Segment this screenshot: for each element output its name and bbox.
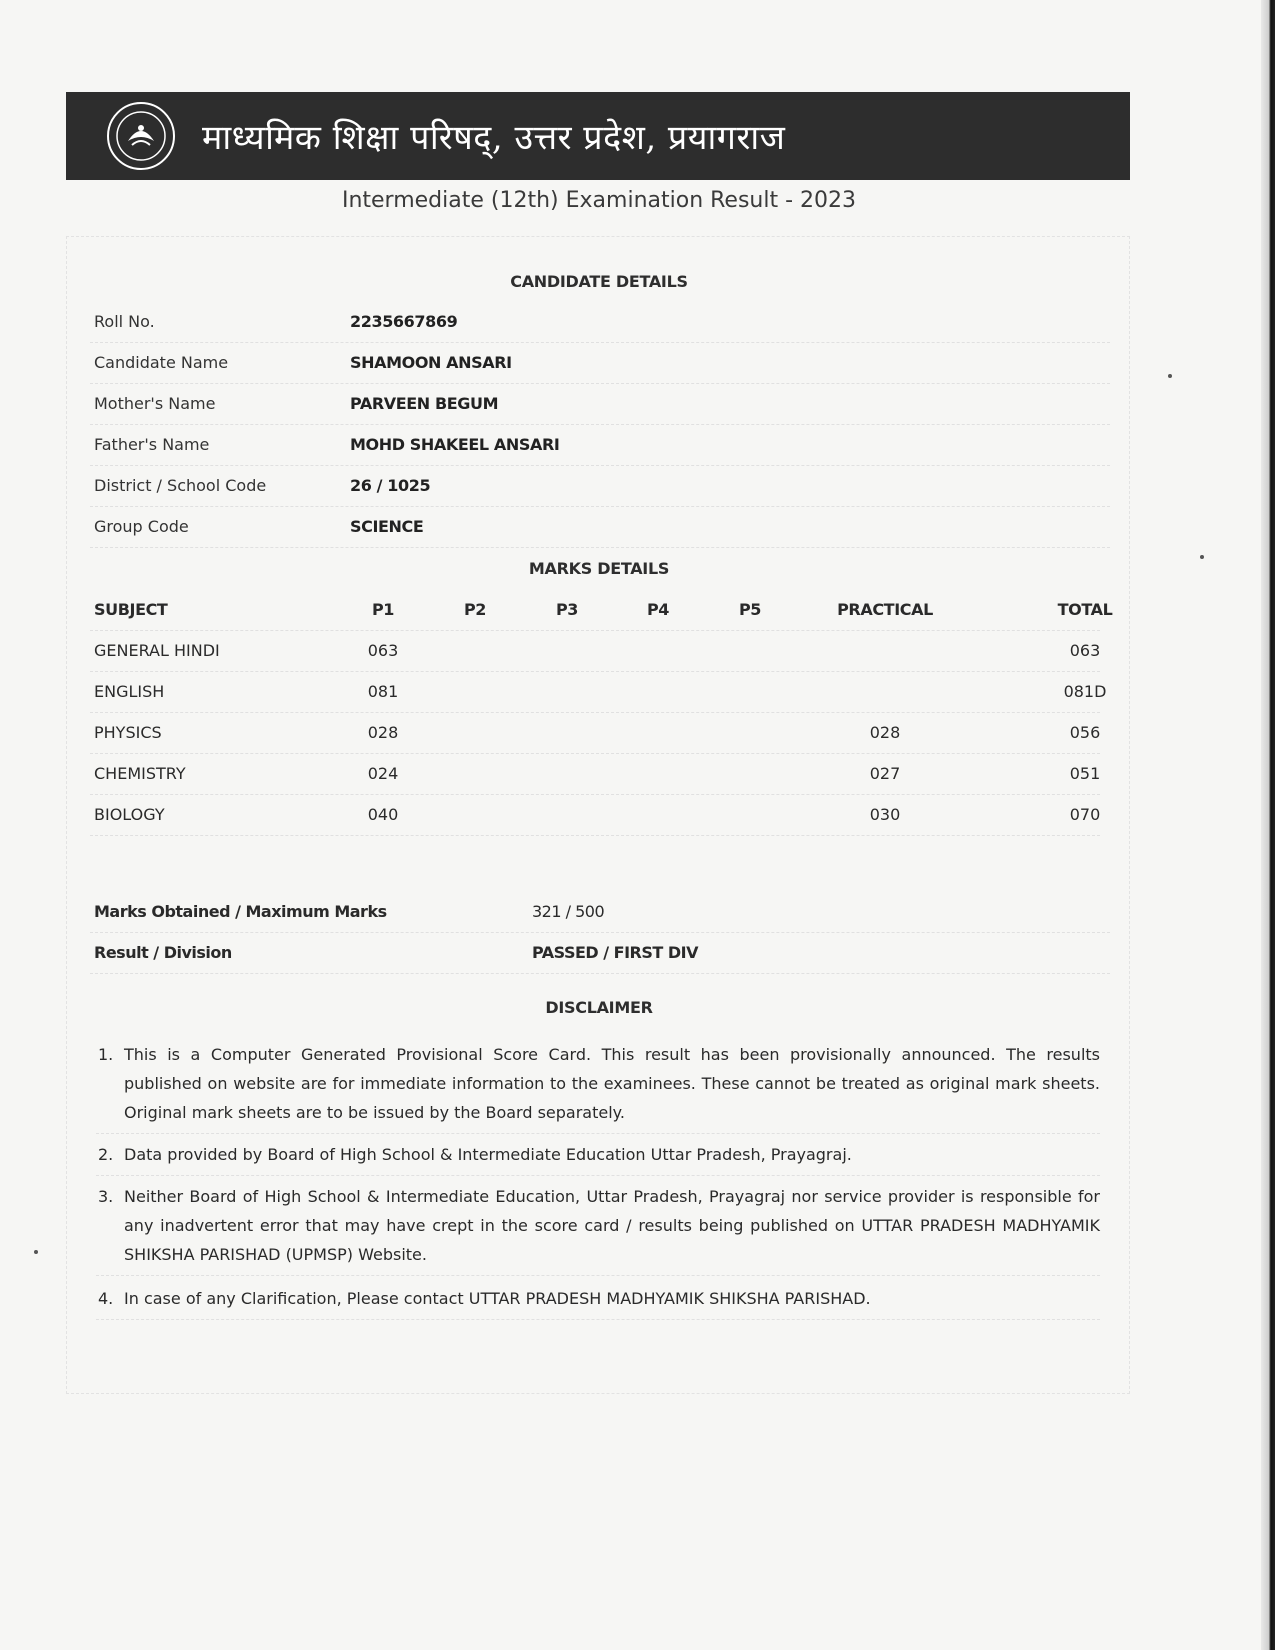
table-row <box>90 631 1100 672</box>
exam-title: Intermediate (12th) Examination Result - 2023 <box>341 188 857 213</box>
result-division-label: Result / Division <box>94 943 232 962</box>
marks-summary-row <box>90 892 1110 933</box>
subject-cell: PHYSICS <box>94 723 162 742</box>
scan-speck <box>1168 374 1172 378</box>
field-label: Father's Name <box>94 435 210 454</box>
item-text: Neither Board of High School & Intermediate Education, Uttar Pradesh, Prayagraj nor service provider is responsible for any inadvertent error that may have crept in the score card / results being published on UTTAR PRADESH MADHYAMIK SHIKSHA PARISHAD (UPMSP) Website. <box>124 1187 1100 1264</box>
candidate-row <box>90 507 1110 548</box>
p1-cell: 063 <box>367 641 399 660</box>
p1-cell: 028 <box>367 723 399 742</box>
table-row <box>90 795 1100 836</box>
candidate-row <box>90 384 1110 425</box>
candidate-row <box>90 343 1110 384</box>
item-text: In case of any Clarification, Please contact UTTAR PRADESH MADHYAMIK SHIKSHA PARISHAD. <box>124 1289 871 1308</box>
field-label: Mother's Name <box>94 394 216 413</box>
result-division-row <box>90 933 1110 974</box>
subject-cell: BIOLOGY <box>94 805 165 824</box>
candidate-details-heading: CANDIDATE DETAILS <box>510 272 688 291</box>
p1-cell: 024 <box>367 764 399 783</box>
field-value: MOHD SHAKEEL ANSARI <box>350 435 560 454</box>
item-number: 2. <box>98 1145 114 1164</box>
item-number: 3. <box>98 1187 114 1206</box>
candidate-row <box>90 466 1110 507</box>
p1-cell: 040 <box>367 805 399 824</box>
subject-cell: ENGLISH <box>94 682 165 701</box>
column-header: P1 <box>371 600 395 619</box>
field-label: Candidate Name <box>94 353 229 372</box>
field-label: Roll No. <box>94 312 155 331</box>
marks-obtained-label: Marks Obtained / Maximum Marks <box>94 902 387 921</box>
total-cell: 081D <box>1063 682 1107 701</box>
item-number: 4. <box>98 1289 114 1308</box>
column-header: P5 <box>738 600 762 619</box>
field-value: 26 / 1025 <box>350 476 431 495</box>
marks-obtained-value: 321 / 500 <box>532 902 605 921</box>
disclaimer-item <box>96 1284 1100 1320</box>
column-header: P4 <box>646 600 670 619</box>
disclaimer-item <box>96 1040 1100 1134</box>
disclaimer-item <box>96 1182 1100 1276</box>
field-value: SHAMOON ANSARI <box>350 353 512 372</box>
column-header: P2 <box>463 600 487 619</box>
candidate-row <box>90 302 1110 343</box>
subject-cell: GENERAL HINDI <box>94 641 220 660</box>
practical-cell: 027 <box>869 764 901 783</box>
disclaimer-heading: DISCLAIMER <box>545 998 653 1017</box>
field-value: 2235667869 <box>350 312 458 331</box>
marks-details-heading: MARKS DETAILS <box>528 559 670 578</box>
marks-header-row <box>90 590 1113 631</box>
column-header: P3 <box>555 600 579 619</box>
total-cell: 056 <box>1069 723 1101 742</box>
candidate-row <box>90 425 1110 466</box>
column-header: PRACTICAL <box>837 600 933 619</box>
practical-cell: 030 <box>869 805 901 824</box>
item-number: 1. <box>98 1045 114 1064</box>
field-value: SCIENCE <box>350 517 424 536</box>
item-text: Data provided by Board of High School & Intermediate Education Uttar Pradesh, Prayagraj. <box>124 1145 852 1164</box>
scan-speck <box>34 1250 38 1254</box>
p1-cell: 081 <box>367 682 399 701</box>
result-division-value: PASSED / FIRST DIV <box>532 943 698 962</box>
total-cell: 051 <box>1069 764 1101 783</box>
total-cell: 070 <box>1069 805 1101 824</box>
field-label: District / School Code <box>94 476 267 495</box>
subject-cell: CHEMISTRY <box>94 764 186 783</box>
field-value: PARVEEN BEGUM <box>350 394 499 413</box>
board-title: माध्यमिक शिक्षा परिषद्, उत्तर प्रदेश, प्रयागराज <box>202 118 786 158</box>
scan-edge <box>1261 0 1275 1650</box>
scan-speck <box>1200 555 1204 559</box>
item-text: This is a Computer Generated Provisional Score Card. This result has been provisionally announced. The results published on website are for immediate information to the examinees. These cannot be treated as original mark sheets. Original mark sheets are to be issued by the Board separately. <box>124 1045 1100 1122</box>
total-cell: 063 <box>1069 641 1101 660</box>
table-row <box>90 754 1100 795</box>
upmsp-emblem-icon <box>106 101 176 171</box>
table-row <box>90 713 1100 754</box>
column-header: SUBJECT <box>94 600 168 619</box>
column-header: TOTAL <box>1057 600 1113 619</box>
practical-cell: 028 <box>869 723 901 742</box>
field-label: Group Code <box>94 517 189 536</box>
disclaimer-item <box>96 1140 1100 1176</box>
table-row <box>90 672 1107 713</box>
header-banner <box>66 92 1130 180</box>
